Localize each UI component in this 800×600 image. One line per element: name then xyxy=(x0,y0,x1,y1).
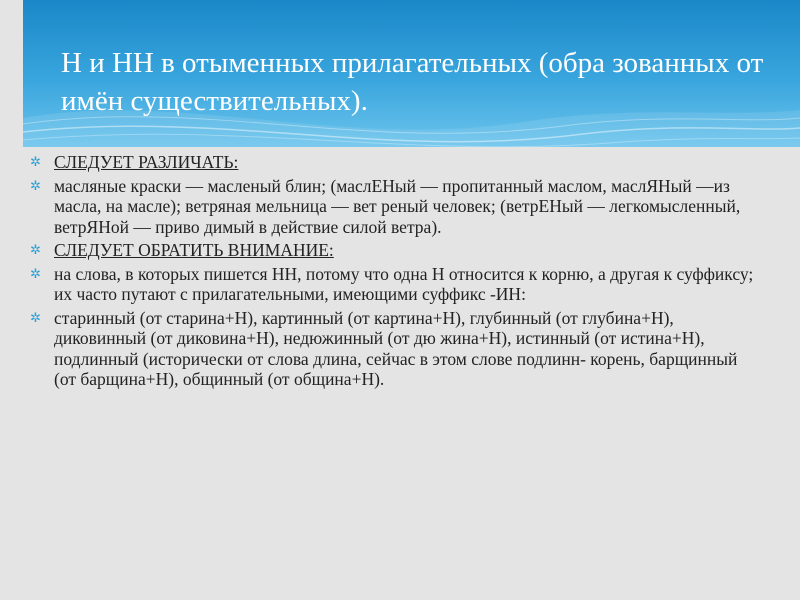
bullet-star-icon: ✲ xyxy=(30,309,41,325)
bullet-star-icon: ✲ xyxy=(30,154,41,169)
bullet-heading-distinguish: СЛЕДУЕТ РАЗЛИЧАТЬ: xyxy=(54,152,239,172)
bullet-item xyxy=(30,264,760,305)
bullet-item xyxy=(30,308,760,390)
bullet-item xyxy=(30,240,760,261)
bullet-star-icon: ✲ xyxy=(30,265,41,281)
bullet-star-icon: ✲ xyxy=(30,242,41,257)
bullet-heading-attention: СЛЕДУЕТ ОБРАТИТЬ ВНИМАНИЕ: xyxy=(54,240,334,260)
bullet-text: на слова, в которых пишется НН, потому что одна Н относится к корню, а другая к суффиксу; их часто путают с прилагательными, имеющими суффикс -ИН: xyxy=(54,263,754,304)
bullet-item xyxy=(30,176,760,238)
bullet-star-icon: ✲ xyxy=(30,177,41,193)
bullet-item xyxy=(30,152,760,173)
bullet-text: старинный (от старина+Н), картинный (от картина+Н), глубинный (от глубина+Н), диковинный (от диковина+Н), недюжинный (от дю жина+Н), истинный (от истина+Н), подлинный (исторически от слова длина, сейчас в этом слове подлинн- корень, барщинный (от барщина+Н), общинный (от община+Н). xyxy=(54,307,738,389)
bullet-text: масляные краски — масленый блин; (маслЕНый — пропитанный маслом, маслЯНый —из масла, на масле); ветряная мельница — вет реный человек; (ветрЕНый — легкомысленный, ветрЯНой — приво димый в действие силой ветра). xyxy=(54,175,741,237)
bullet-list xyxy=(30,152,760,393)
slide-title: Н и НН в отыменных прилагательных (обра зованных от имён существительных). xyxy=(61,47,764,117)
title-banner xyxy=(23,0,800,147)
